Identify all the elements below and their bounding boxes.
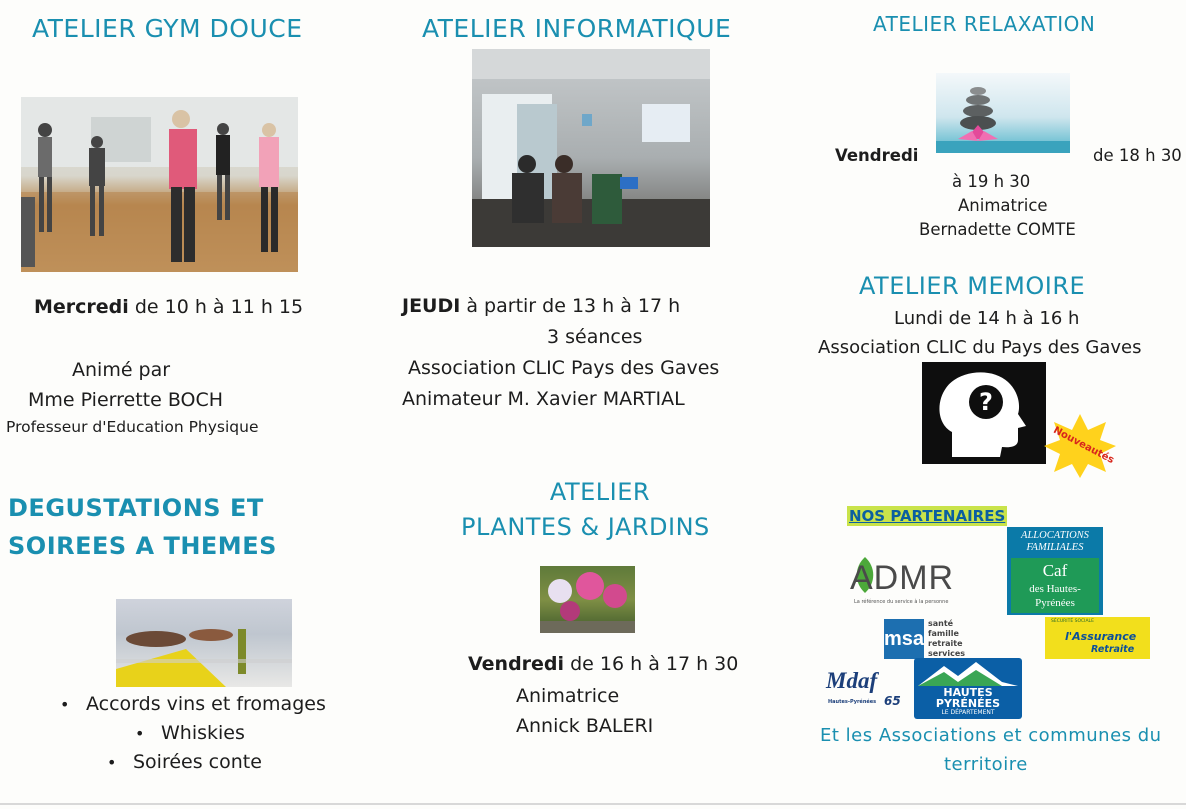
- hp-line3: LE DÉPARTEMENT: [941, 709, 995, 716]
- plantes-day: Vendredi: [468, 653, 565, 675]
- relax-time-a: de 18 h 30: [1093, 146, 1182, 165]
- info-assoc: Association CLIC Pays des Gaves: [408, 357, 720, 379]
- mdaf-num: 65: [884, 694, 901, 708]
- degust-photo: [116, 599, 292, 687]
- msa-text: [928, 619, 965, 659]
- mountain-icon: [914, 660, 1022, 686]
- nouveautes-label: Nouveautés: [1051, 424, 1116, 467]
- plantes-schedule: [468, 653, 738, 675]
- gym-anime: Animé par: [72, 359, 171, 381]
- gym-time: de 10 h à 11 h 15: [134, 296, 304, 318]
- gym-title: ATELIER GYM DOUCE: [32, 14, 303, 43]
- hautes-pyrenees-logo: [914, 658, 1022, 719]
- admr-subtitle: La référence du service à la personne: [854, 599, 949, 605]
- memoire-assoc: Association CLIC du Pays des Gaves: [818, 337, 1142, 358]
- relax-title: ATELIER RELAXATION: [873, 12, 1096, 36]
- gym-photo: [21, 97, 298, 272]
- relax-name: Bernadette COMTE: [919, 220, 1076, 239]
- gym-day: Mercredi: [34, 296, 129, 318]
- hp-line1: HAUTES: [943, 686, 993, 699]
- relax-day: Vendredi: [835, 146, 919, 165]
- bottom-border: [0, 803, 1186, 805]
- caf-main: Caf: [1042, 561, 1068, 580]
- degust-title-line1: DEGUSTATIONS ET: [8, 494, 264, 522]
- partners-footer-line1: Et les Associations et communes du: [820, 725, 1162, 746]
- list-item: • Accords vins et fromages: [86, 693, 326, 715]
- relax-photo: [936, 73, 1070, 153]
- plantes-title-line2: PLANTES & JARDINS: [461, 513, 710, 541]
- caf-logo: [1007, 527, 1103, 615]
- plantes-photo: [540, 566, 635, 633]
- info-day: JEUDI: [402, 295, 461, 317]
- gym-schedule: [34, 296, 303, 318]
- gym-role: Professeur d'Education Physique: [6, 418, 259, 436]
- memoire-title: ATELIER MEMOIRE: [859, 272, 1086, 300]
- svg-text:?: ?: [979, 388, 993, 416]
- caf-sub1: des Hautes-: [1029, 583, 1081, 595]
- memoire-image: [922, 362, 1046, 464]
- caf-line1: ALLOCATIONS: [1021, 530, 1089, 541]
- caf-line2: FAMILIALES: [1026, 542, 1084, 553]
- partners-footer-line2: territoire: [944, 754, 1028, 775]
- info-animateur: Animateur M. Xavier MARTIAL: [402, 388, 685, 410]
- gym-name: Mme Pierrette BOCH: [28, 389, 224, 411]
- msa-text3: retraite: [928, 639, 963, 648]
- mdaf-logo: [826, 668, 912, 714]
- nouveautes-badge: [1044, 414, 1116, 478]
- plantes-name: Annick BALERI: [516, 715, 654, 737]
- plantes-time: de 16 h à 17 h 30: [570, 653, 739, 675]
- relax-time-b: à 19 h 30: [952, 172, 1031, 191]
- info-time: à partir de 13 h à 17 h: [466, 295, 681, 317]
- msa-text4: services: [928, 649, 966, 658]
- degust-title-line2: SOIREES A THEMES: [8, 532, 277, 560]
- mdaf-sub: Hautes-Pyrénées: [828, 699, 877, 705]
- plantes-title-line1: ATELIER: [549, 478, 651, 506]
- msa-logo: [884, 619, 1004, 659]
- list-item: • Soirées conte: [133, 751, 262, 773]
- msa-text2: famille: [928, 629, 959, 638]
- info-title: ATELIER INFORMATIQUE: [422, 14, 732, 43]
- head-question-icon: [922, 362, 1046, 464]
- assurance-top: SÉCURITÉ SOCIALE: [1051, 619, 1094, 624]
- relax-role: Animatrice: [958, 196, 1048, 215]
- assurance-retraite-logo: [1045, 617, 1150, 659]
- mdaf-text: Mdaf: [826, 668, 878, 693]
- info-schedule: [402, 295, 680, 317]
- assurance-line2: Retraite: [1091, 644, 1135, 655]
- assurance-line1: l'Assurance: [1065, 630, 1137, 643]
- admr-logo: [848, 555, 970, 607]
- msa-text1: santé: [928, 619, 954, 628]
- msa-mark: msa: [884, 619, 924, 659]
- caf-sub2: Pyrénées: [1035, 597, 1075, 609]
- hp-line2: PYRÉNÉES: [935, 697, 1001, 710]
- info-photo: [472, 49, 710, 247]
- memoire-time: Lundi de 14 h à 16 h: [894, 308, 1080, 329]
- admr-text: ADMR: [850, 559, 955, 597]
- plantes-role: Animatrice: [516, 685, 620, 707]
- list-item: • Whiskies: [161, 722, 245, 744]
- partners-heading: NOS PARTENAIRES: [849, 507, 1006, 525]
- info-sessions: 3 séances: [547, 326, 643, 348]
